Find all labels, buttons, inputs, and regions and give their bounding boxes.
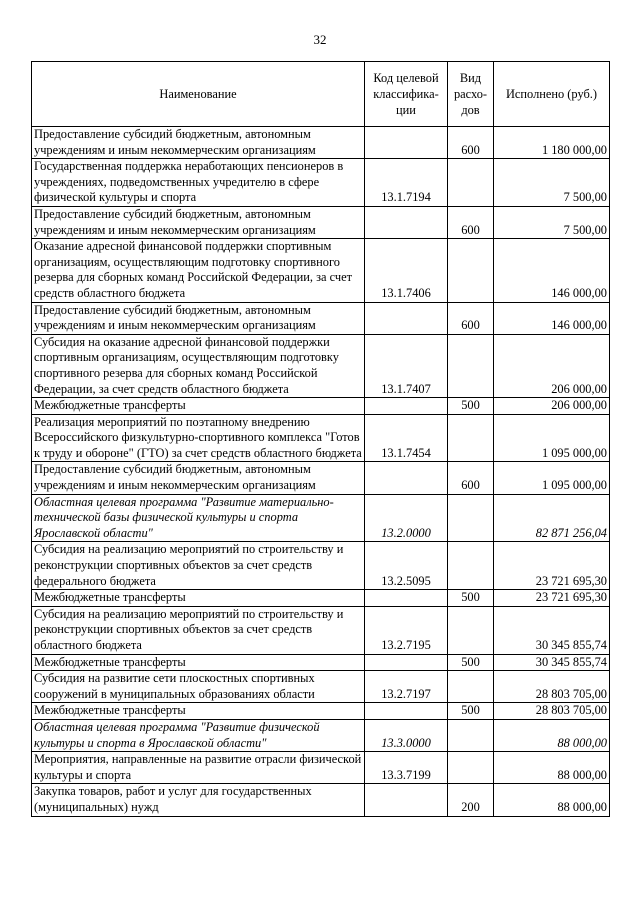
table-row <box>32 671 610 703</box>
row-name-cell: Предоставление субсидий бюджетным, автономным учреждениям и иным некоммерческим организациям <box>32 462 365 494</box>
row-sum-cell: 1 095 000,00 <box>494 414 610 462</box>
row-type-cell <box>448 239 494 302</box>
row-sum-cell: 88 000,00 <box>494 752 610 784</box>
row-type-cell <box>448 334 494 397</box>
row-type-cell <box>448 414 494 462</box>
row-name-cell: Предоставление субсидий бюджетным, автономным учреждениям и иным некоммерческим организациям <box>32 206 365 238</box>
row-name-cell: Межбюджетные трансферты <box>32 590 365 607</box>
table-row <box>32 334 610 397</box>
row-sum-cell: 30 345 855,74 <box>494 654 610 671</box>
table-row <box>32 239 610 302</box>
table-row <box>32 127 610 159</box>
row-code-cell: 13.1.7454 <box>365 414 448 462</box>
table-row <box>32 542 610 590</box>
row-sum-cell: 206 000,00 <box>494 398 610 415</box>
header-name: Наименование <box>32 62 365 127</box>
row-code-cell: 13.2.7195 <box>365 606 448 654</box>
row-type-cell <box>448 542 494 590</box>
row-name-cell: Субсидия на оказание адресной финансовой поддержки спортивным организациям, осуществляющим подготовку спортивного резерва для сборных команд Российской Федерации, за счет средств областного бюджета <box>32 334 365 397</box>
row-sum-cell: 23 721 695,30 <box>494 590 610 607</box>
header-row <box>32 62 610 127</box>
row-sum-cell: 23 721 695,30 <box>494 542 610 590</box>
row-sum-cell: 146 000,00 <box>494 302 610 334</box>
row-name-cell: Межбюджетные трансферты <box>32 654 365 671</box>
row-type-cell <box>448 606 494 654</box>
row-name-cell: Областная целевая программа "Развитие материально-технической базы физической культуры и спорта Ярославской области" <box>32 494 365 542</box>
row-sum-cell: 206 000,00 <box>494 334 610 397</box>
row-code-cell: 13.3.7199 <box>365 752 448 784</box>
row-code-cell: 13.1.7407 <box>365 334 448 397</box>
table-row <box>32 654 610 671</box>
header-type: Вид расхо-дов <box>448 62 494 127</box>
table-body <box>32 127 610 817</box>
header-sum: Исполнено (руб.) <box>494 62 610 127</box>
row-name-cell: Закупка товаров, работ и услуг для государственных (муниципальных) нужд <box>32 784 365 816</box>
row-code-cell <box>365 398 448 415</box>
table-row <box>32 494 610 542</box>
row-name-cell: Областная целевая программа "Развитие физической культуры и спорта в Ярославской области" <box>32 719 365 751</box>
row-code-cell: 13.2.0000 <box>365 494 448 542</box>
row-name-cell: Предоставление субсидий бюджетным, автономным учреждениям и иным некоммерческим организациям <box>32 127 365 159</box>
row-type-cell: 200 <box>448 784 494 816</box>
row-type-cell: 500 <box>448 590 494 607</box>
row-sum-cell: 88 000,00 <box>494 719 610 751</box>
row-name-cell: Субсидия на развитие сети плоскостных спортивных сооружений в муниципальных образованиях области <box>32 671 365 703</box>
budget-table <box>31 61 610 817</box>
row-type-cell <box>448 494 494 542</box>
row-code-cell: 13.3.0000 <box>365 719 448 751</box>
table-row <box>32 752 610 784</box>
row-type-cell <box>448 719 494 751</box>
row-code-cell <box>365 654 448 671</box>
row-type-cell <box>448 752 494 784</box>
row-type-cell <box>448 671 494 703</box>
row-code-cell <box>365 462 448 494</box>
table-row <box>32 462 610 494</box>
row-type-cell <box>448 159 494 207</box>
row-code-cell: 13.1.7406 <box>365 239 448 302</box>
row-code-cell <box>365 784 448 816</box>
row-name-cell: Предоставление субсидий бюджетным, автономным учреждениям и иным некоммерческим организациям <box>32 302 365 334</box>
row-code-cell <box>365 302 448 334</box>
row-code-cell <box>365 127 448 159</box>
row-code-cell <box>365 703 448 720</box>
row-code-cell <box>365 206 448 238</box>
row-name-cell: Субсидия на реализацию мероприятий по строительству и реконструкции спортивных объектов за счет средств областного бюджета <box>32 606 365 654</box>
table-row <box>32 590 610 607</box>
row-type-cell: 600 <box>448 302 494 334</box>
row-sum-cell: 82 871 256,04 <box>494 494 610 542</box>
row-name-cell: Межбюджетные трансферты <box>32 398 365 415</box>
row-sum-cell: 28 803 705,00 <box>494 703 610 720</box>
row-type-cell: 600 <box>448 206 494 238</box>
row-name-cell: Субсидия на реализацию мероприятий по строительству и реконструкции спортивных объектов за счет средств федерального бюджета <box>32 542 365 590</box>
row-sum-cell: 30 345 855,74 <box>494 606 610 654</box>
table-row <box>32 302 610 334</box>
table-row <box>32 414 610 462</box>
row-name-cell: Мероприятия, направленные на развитие отрасли физической культуры и спорта <box>32 752 365 784</box>
table-row <box>32 719 610 751</box>
page-number: 32 <box>313 32 327 47</box>
row-type-cell: 500 <box>448 398 494 415</box>
row-code-cell: 13.1.7194 <box>365 159 448 207</box>
table-row <box>32 398 610 415</box>
row-sum-cell: 1 095 000,00 <box>494 462 610 494</box>
row-sum-cell: 88 000,00 <box>494 784 610 816</box>
row-sum-cell: 28 803 705,00 <box>494 671 610 703</box>
row-name-cell: Межбюджетные трансферты <box>32 703 365 720</box>
header-code: Код целевой классифика-ции <box>365 62 448 127</box>
table-row <box>32 606 610 654</box>
row-type-cell: 600 <box>448 462 494 494</box>
row-name-cell: Государственная поддержка неработающих пенсионеров в учреждениях, подведомственных учредителю в сфере физической культуры и спорта <box>32 159 365 207</box>
row-name-cell: Оказание адресной финансовой поддержки спортивным организациям, осуществляющим подготовку спортивного резерва для сборных команд Российской Федерации, за счет средств областного бюджета <box>32 239 365 302</box>
row-sum-cell: 7 500,00 <box>494 206 610 238</box>
row-type-cell: 600 <box>448 127 494 159</box>
row-sum-cell: 1 180 000,00 <box>494 127 610 159</box>
table-row <box>32 703 610 720</box>
row-type-cell: 500 <box>448 703 494 720</box>
row-code-cell <box>365 590 448 607</box>
row-type-cell: 500 <box>448 654 494 671</box>
row-sum-cell: 146 000,00 <box>494 239 610 302</box>
table-row <box>32 159 610 207</box>
row-sum-cell: 7 500,00 <box>494 159 610 207</box>
row-code-cell: 13.2.5095 <box>365 542 448 590</box>
row-name-cell: Реализация мероприятий по поэтапному внедрению Всероссийского физкультурно-спортивного комплекса "Готов к труду и обороне" (ГТО) за счет средств областного бюджета <box>32 414 365 462</box>
table-row <box>32 784 610 816</box>
row-code-cell: 13.2.7197 <box>365 671 448 703</box>
table-row <box>32 206 610 238</box>
